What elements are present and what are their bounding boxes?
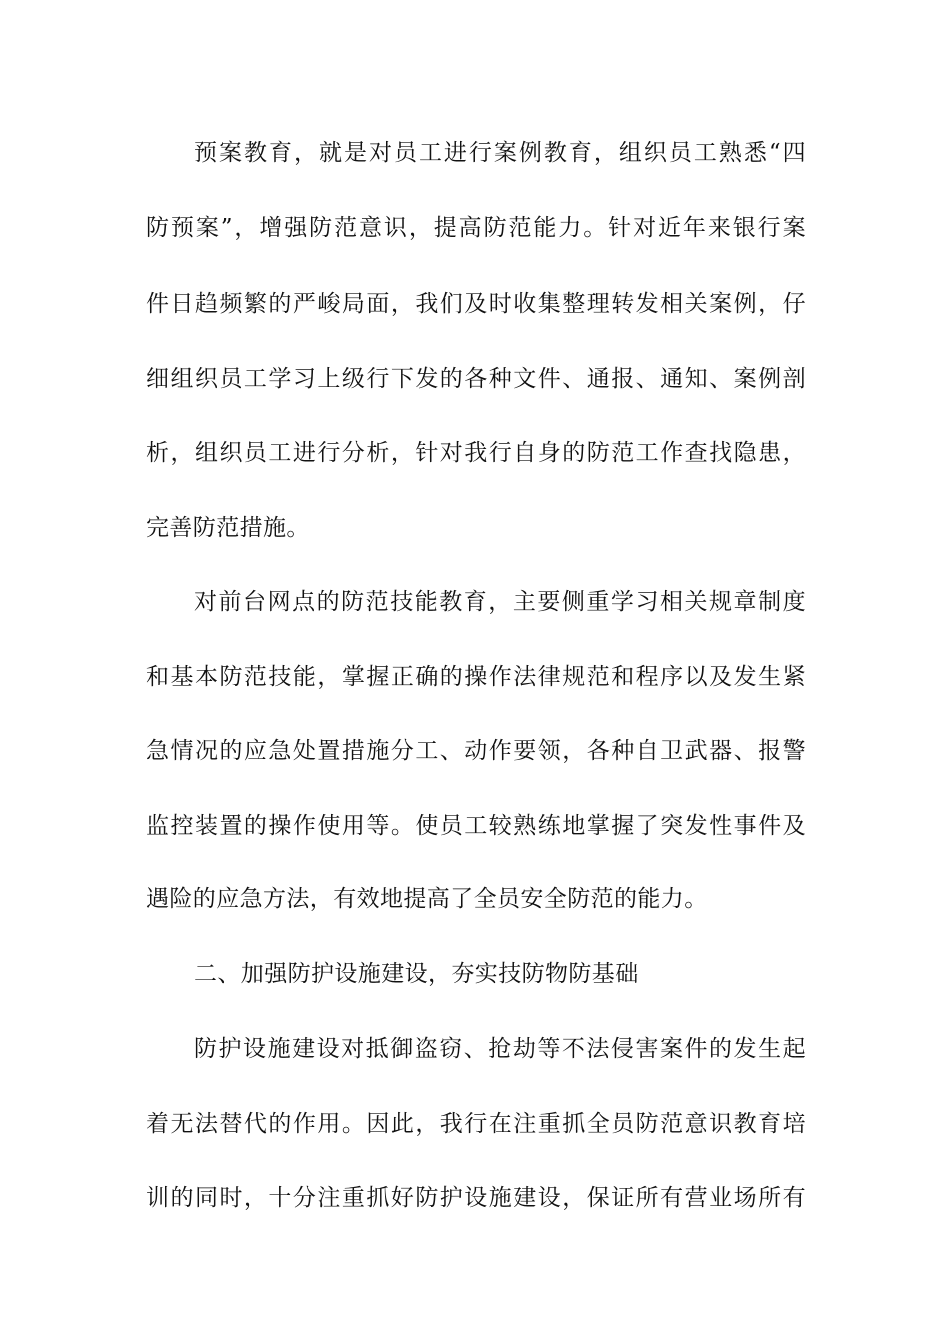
paragraph-2-line-3: 急情况的应急处置措施分工、动作要领，各种自卫武器、报警: [146, 738, 806, 764]
paragraph-2-line-2: 和基本防范技能，掌握正确的操作法律规范和程序以及发生紧: [146, 664, 806, 690]
paragraph-1-line-6: 完善防范措施。: [146, 515, 310, 541]
paragraph-1-line-5: 析，组织员工进行分析，针对我行自身的防范工作查找隐患，: [146, 440, 806, 466]
paragraph-1-line-2: 防预案”，增强防范意识，提高防范能力。针对近年来银行案: [146, 215, 806, 241]
paragraph-2-line-4: 监控装置的操作使用等。使员工较熟练地掌握了突发性事件及: [146, 813, 806, 839]
paragraph-3-line-2: 着无法替代的作用。因此，我行在注重抓全员防范意识教育培: [146, 1111, 806, 1137]
paragraph-2-line-5: 遇险的应急方法，有效地提高了全员安全防范的能力。: [146, 886, 708, 912]
paragraph-1-line-3: 件日趋频繁的严峻局面，我们及时收集整理转发相关案例，仔: [146, 291, 806, 317]
section-heading: 二、加强防护设施建设，夯实技防物防基础: [194, 961, 639, 987]
paragraph-2-line-1: 对前台网点的防范技能教育，主要侧重学习相关规章制度: [194, 589, 806, 615]
paragraph-3-line-1: 防护设施建设对抵御盗窃、抢劫等不法侵害案件的发生起: [194, 1036, 806, 1062]
paragraph-1-line-4: 细组织员工学习上级行下发的各种文件、通报、通知、案例剖: [146, 366, 806, 392]
paragraph-1-line-1: 预案教育，就是对员工进行案例教育，组织员工熟悉“四: [194, 140, 806, 166]
paragraph-3-line-3: 训的同时，十分注重抓好防护设施建设，保证所有营业场所有: [146, 1185, 806, 1211]
